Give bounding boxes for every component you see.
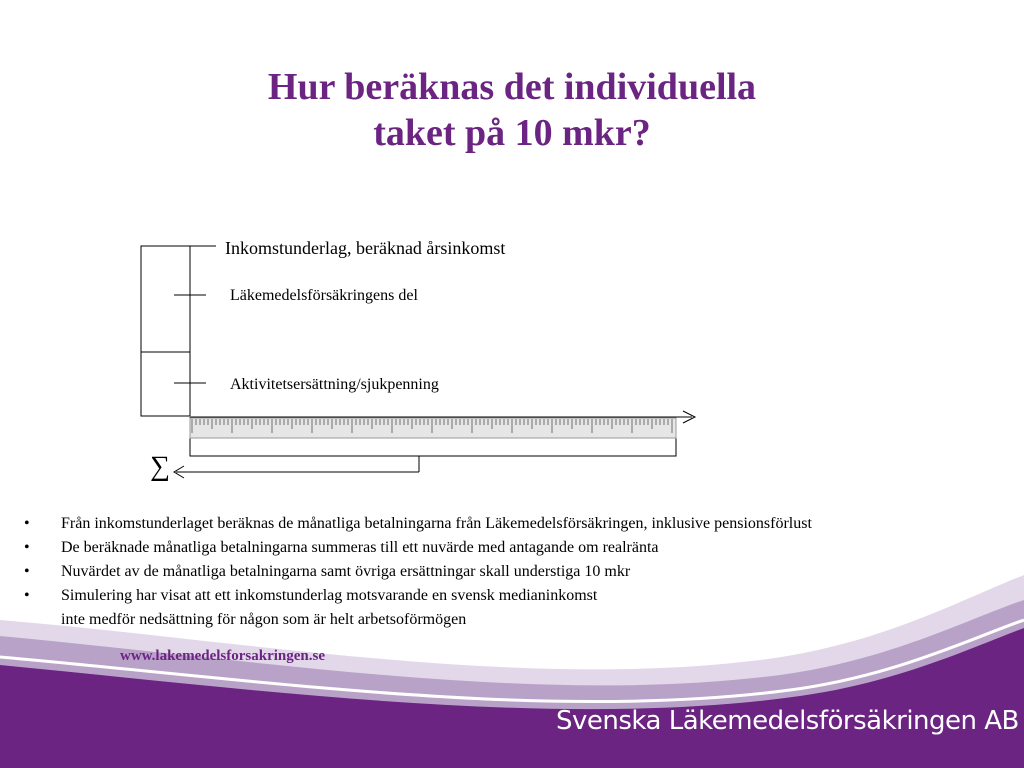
bullet-marker: • [24, 539, 30, 556]
label-income-base: Inkomstunderlag, beräknad årsinkomst [225, 238, 506, 258]
sum-symbol: ∑ [150, 451, 170, 482]
bullet-item-4 [24, 584, 1014, 632]
label-benefit: Aktivitetsersättning/sjukpenning [230, 376, 439, 393]
slide-title-line2: taket på 10 mkr? [373, 112, 651, 154]
slide-title-line1: Hur beräknas det individuella [267, 66, 757, 108]
bullet-item-3 [24, 560, 1014, 584]
bullet-text: Från inkomstunderlaget beräknas de månatliga betalningarna från Läkemedelsförsäkringen, inklusive pensionsförlust [61, 515, 812, 532]
bullet-text-continuation: inte medför nedsättning för någon som är helt arbetsoförmögen [61, 611, 467, 628]
bullet-text: Nuvärdet av de månatliga betalningarna samt övriga ersättningar skall understiga 10 mkr [61, 563, 631, 580]
ruler-body [190, 418, 676, 438]
ruler-strip [190, 418, 676, 438]
label-insurance-share: Läkemedelsförsäkringens del [230, 287, 418, 304]
bullet-marker: • [24, 587, 30, 604]
company-name: Svenska Läkemedelsförsäkringen AB [556, 706, 1019, 736]
bullet-item-2 [24, 536, 1014, 560]
bullet-item-1 [24, 512, 1014, 536]
bullet-list [24, 512, 1014, 632]
bracket-outer [141, 246, 216, 416]
bullet-text: Simulering har visat att ett inkomstunderlag motsvarande en svensk medianinkomst [61, 587, 598, 604]
bullet-marker: • [24, 563, 30, 580]
website-link[interactable]: www.lakemedelsforsakringen.se [120, 648, 325, 664]
bullet-text: De beräknade månatliga betalningarna summeras till ett nuvärde med antagande om realränta [61, 539, 659, 556]
bullet-marker: • [24, 515, 30, 532]
